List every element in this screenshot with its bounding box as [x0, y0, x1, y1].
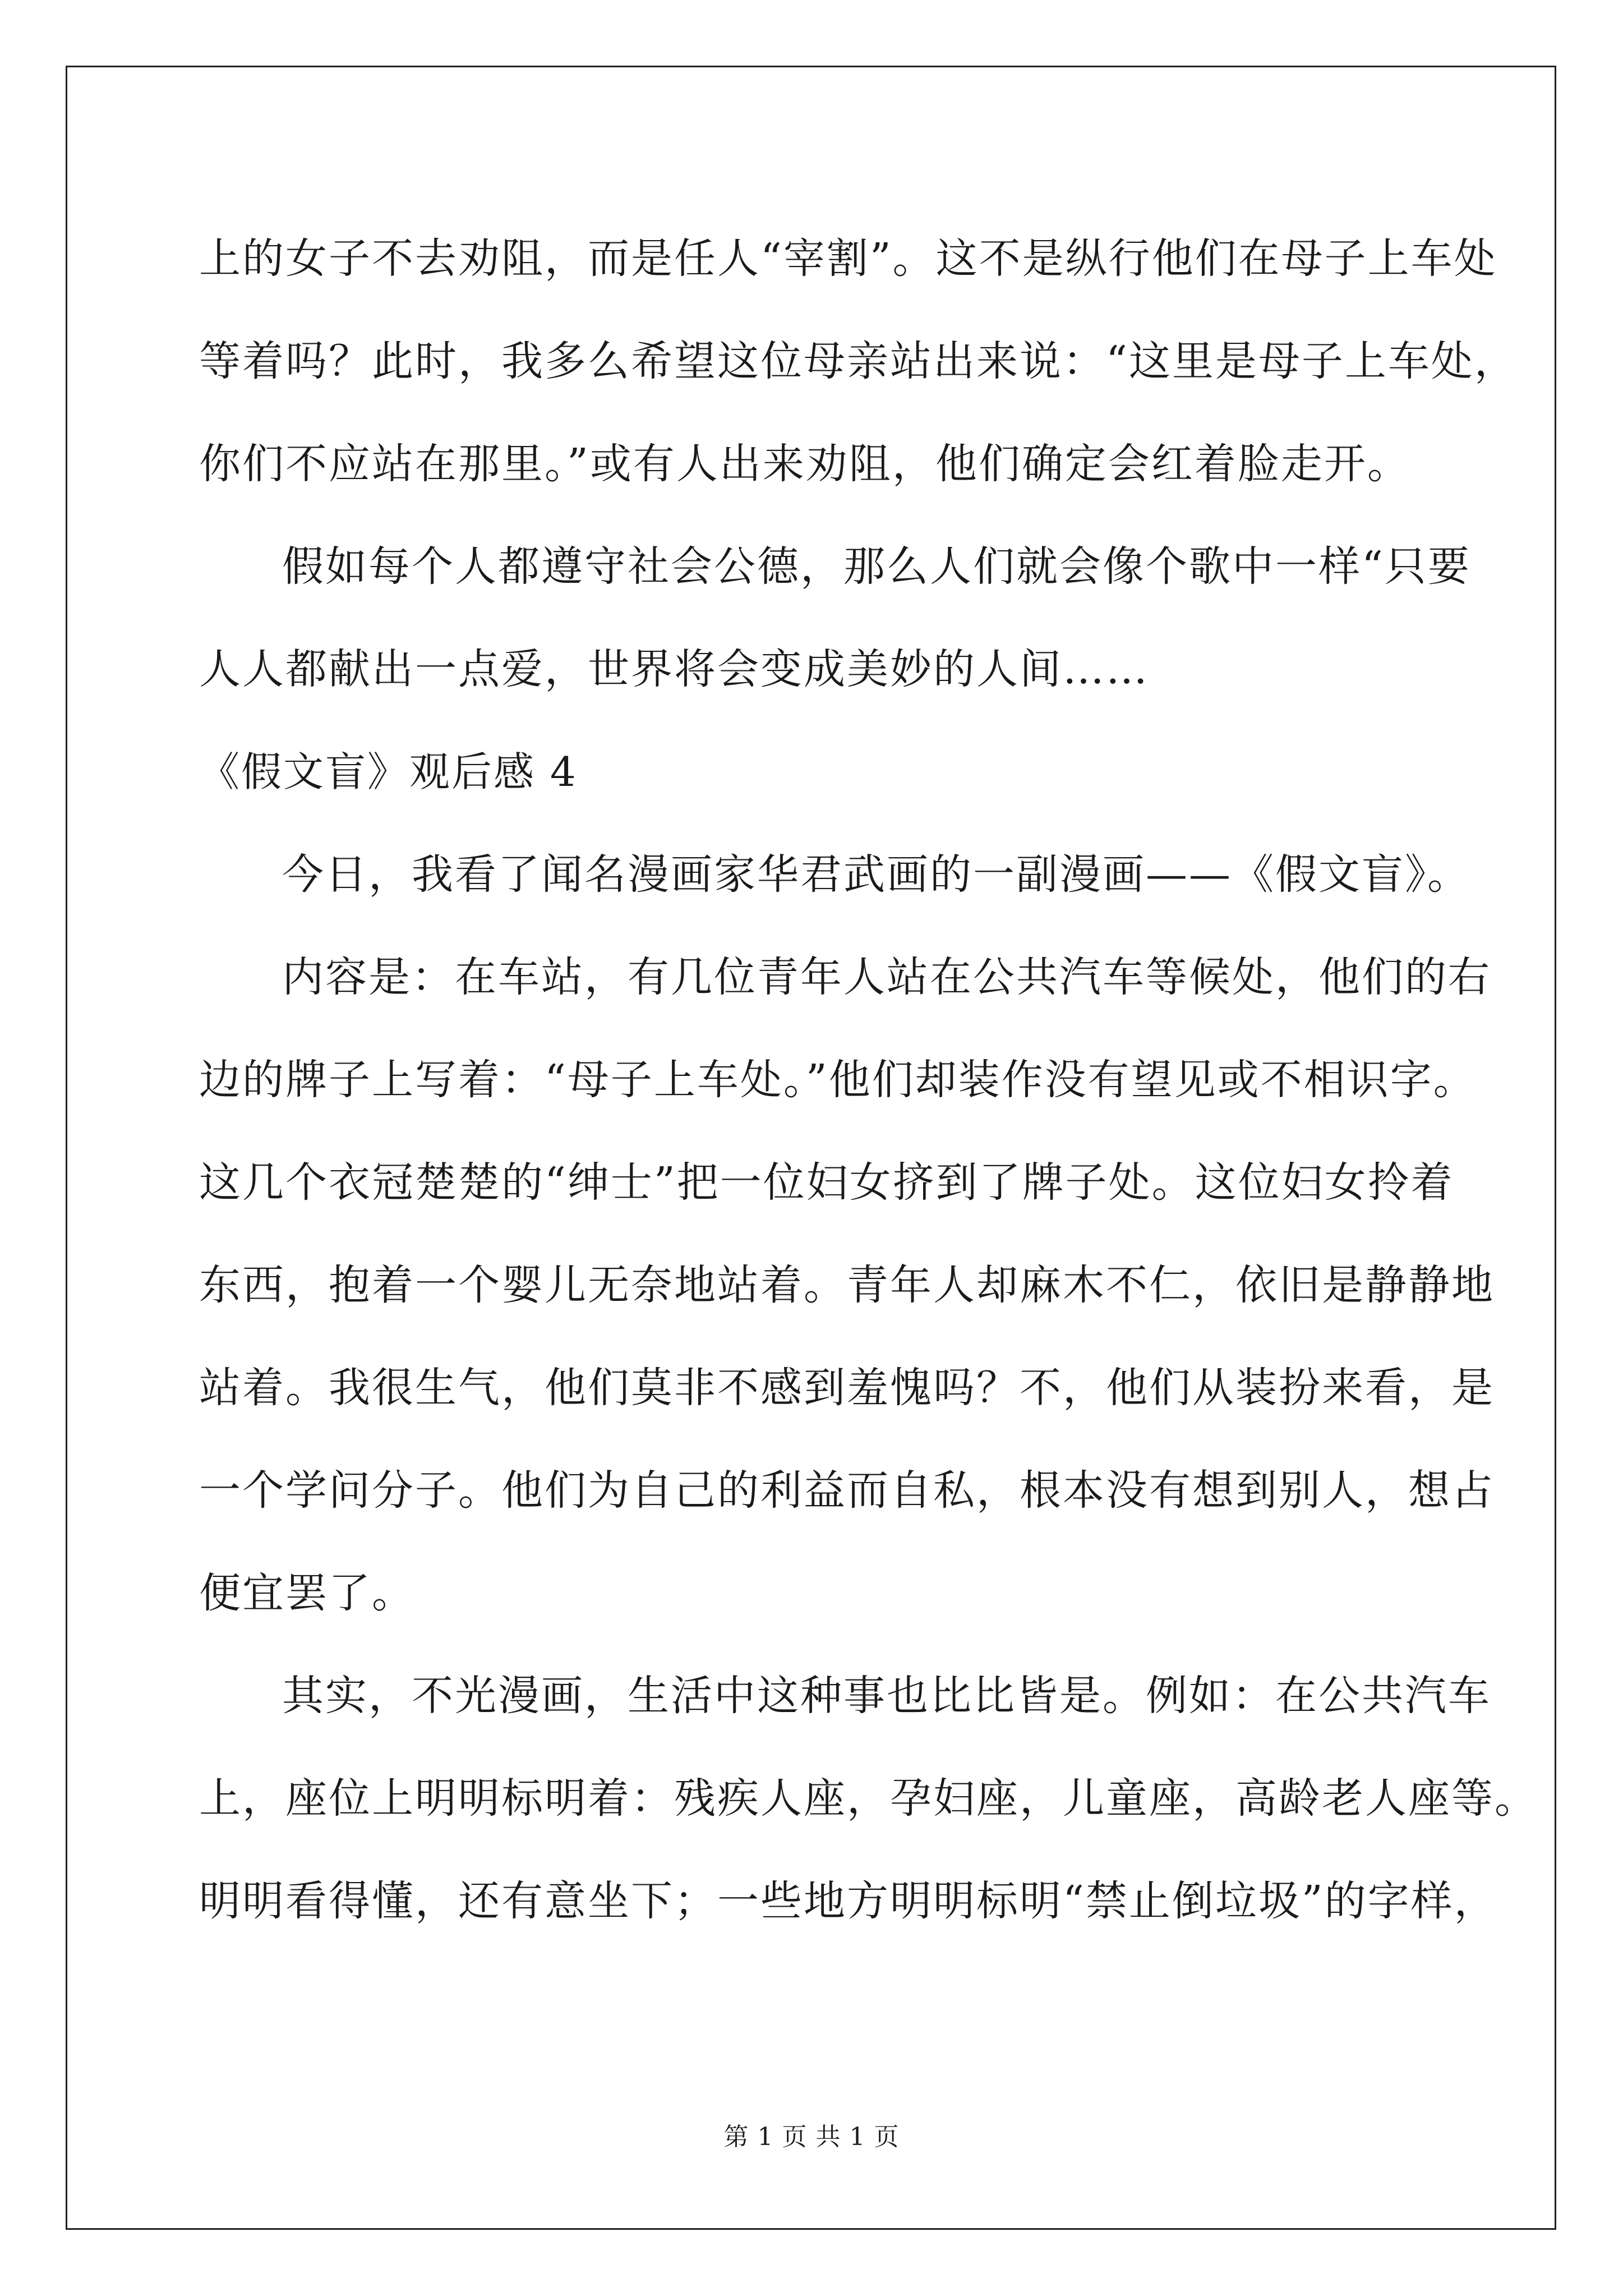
text-line: 明明看得懂，还有意坐下；一些地方明明标明“禁止倒垃圾”的字样， — [199, 1877, 1497, 1925]
text-line: 你们不应站在那里。”或有人出来劝阻，他们确定会红着脸走开。 — [199, 440, 1410, 488]
paragraph-start-line: 今日，我看了闻名漫画家华君武画的一副漫画——《假文盲》。 — [282, 850, 1470, 899]
text-line: 人人都献出一点爱，世界将会变成美妙的人间…… — [199, 645, 1149, 693]
text-line: 站着。我很生气，他们莫非不感到羞愧吗？不，他们从装扮来看，是 — [199, 1364, 1495, 1412]
text-line: 一个学问分子。他们为自己的利益而自私，根本没有想到别人，想占 — [199, 1466, 1495, 1515]
paragraph-start-line: 假如每个人都遵守社会公德，那么人们就会像个歌中一样“只要 — [282, 542, 1471, 591]
text-line: 便宜罢了。 — [199, 1569, 415, 1617]
document-body — [199, 208, 1538, 1953]
paragraph-start-line: 内容是：在车站，有几位青年人站在公共汽车等候处，他们的右 — [282, 953, 1491, 1001]
text-line: 边的牌子上写着：“母子上车处。”他们却装作没有望见或不相识字。 — [199, 1056, 1477, 1104]
page-footer: 第 1 页 共 1 页 — [723, 2123, 900, 2151]
section-heading: 《假文盲》观后感 4 — [199, 748, 578, 795]
text-line: 上，座位上明明标明着：残疾人座，孕妇座，儿童座，高龄老人座等。 — [199, 1774, 1538, 1823]
text-line: 等着吗？此时，我多么希望这位母亲站出来说：“这里是母子上车处， — [199, 337, 1518, 385]
text-line: 东西，抱着一个婴儿无奈地站着。青年人却麻木不仁，依旧是静静地 — [199, 1261, 1495, 1309]
paragraph-start-line: 其实，不光漫画，生活中这种事也比比皆是。例如：在公共汽车 — [282, 1672, 1491, 1720]
text-line: 这几个衣冠楚楚的“绅士”把一位妇女挤到了牌子处。这位妇女拎着 — [199, 1158, 1454, 1207]
text-line: 上的女子不去劝阻，而是任人“宰割”。这不是纵行他们在母子上车处 — [199, 234, 1497, 283]
